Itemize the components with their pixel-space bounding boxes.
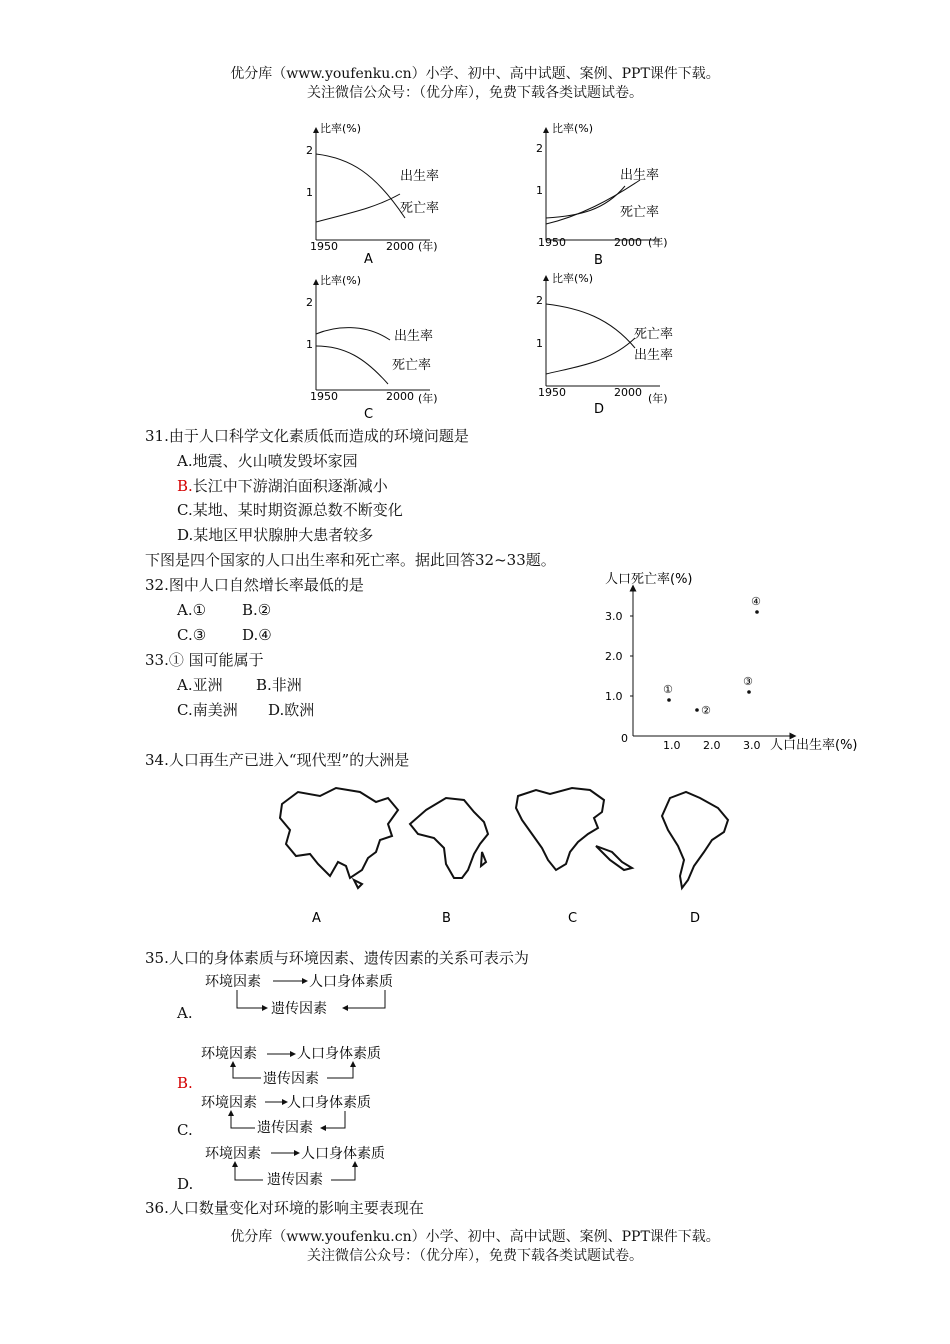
chart-c-x-unit: (年) (418, 392, 438, 405)
chart-d-x-start: 1950 (538, 386, 566, 399)
chart-c-tick-2: 2 (306, 296, 313, 309)
continent-d-outline (662, 792, 728, 888)
q35-a-env: 环境因素 (205, 974, 261, 990)
scatter-point-label-4: ④ (751, 595, 761, 608)
continent-b-outline (410, 798, 488, 878)
q35-option-a-letter: A. (177, 1004, 193, 1022)
q33-stem: 33.① 国可能属于 (145, 651, 264, 669)
q35-a-body: 人口身体素质 (309, 974, 393, 990)
scatter-point-label-2: ② (701, 704, 711, 717)
chart-a-death-label: 死亡率 (400, 201, 440, 216)
chart-a-x-unit: (年) (418, 240, 438, 253)
chart-b-x-start: 1950 (538, 236, 566, 249)
q35-c-env: 环境因素 (201, 1095, 257, 1111)
chart-c-x-start: 1950 (310, 390, 338, 403)
q35-diagram-a (205, 973, 393, 1017)
footer-line-2: 关注微信公众号：（优分库），免费下载各类试题试卷。 (307, 1248, 643, 1264)
continents-figure (250, 780, 750, 930)
q36-stem: 36.人口数量变化对环境的影响主要表现在 (145, 1199, 424, 1217)
chart-a-x-end: 2000 (386, 240, 414, 253)
chart-b-birth-label: 出生率 (620, 168, 660, 183)
q31-option-a: A.地震、火山喷发毁坏家园 (177, 452, 358, 470)
chart-a-death-line (316, 194, 400, 222)
chart-a-tick-1: 1 (306, 186, 313, 199)
chart-d-death-line (546, 304, 635, 348)
chart-a-tick-2: 2 (306, 144, 313, 157)
q35-stem: 35.人口的身体素质与环境因素、遗传因素的关系可表示为 (145, 949, 529, 967)
q35-d-body: 人口身体素质 (301, 1146, 385, 1162)
chart-c-x-end: 2000 (386, 390, 414, 403)
q35-d-gen: 遗传因素 (267, 1172, 323, 1188)
chart-d-birth-line (546, 338, 635, 374)
chart-d-x-end: 2000 (614, 386, 642, 399)
q32-option-b: B.② (242, 601, 272, 619)
footer-line-1: 优分库（www.youfenku.cn）小学、初中、高中试题、案例、PPT课件下载。 (230, 1229, 720, 1245)
chart-c-ylabel: 比率(%) (320, 274, 362, 287)
chart-a (306, 121, 439, 267)
q33-option-b: B.非洲 (256, 676, 302, 694)
scatter-y-tick-2: 2.0 (605, 650, 623, 663)
chart-b-tick-2: 2 (536, 142, 543, 155)
header-line-2: 关注微信公众号：（优分库），免费下载各类试题试卷。 (307, 85, 643, 101)
continent-label-c: C (568, 911, 578, 926)
scatter-x-tick-2: 2.0 (703, 739, 721, 752)
chart-b-tick-1: 1 (536, 184, 543, 197)
chart-a-birth-label: 出生率 (400, 169, 440, 184)
scatter-origin: 0 (621, 732, 628, 745)
chart-b-ylabel: 比率(%) (552, 122, 594, 135)
scatter-y-tick-1: 1.0 (605, 690, 623, 703)
q35-b-gen: 遗传因素 (263, 1071, 319, 1087)
q33-option-a: A.亚洲 (177, 676, 223, 694)
q31-option-c: C.某地、某时期资源总数不断变化 (177, 501, 403, 519)
q34-stem: 34.人口再生产已进入“现代型”的大洲是 (145, 751, 410, 769)
chart-d-ylabel: 比率(%) (552, 272, 594, 285)
chart-d-tick-2: 2 (536, 294, 543, 307)
chart-d-death-label: 死亡率 (634, 327, 674, 342)
q35-c-body: 人口身体素质 (287, 1095, 371, 1111)
continent-a-outline (280, 788, 398, 888)
chart-b-x-unit: (年) (648, 236, 668, 249)
q35-c-gen: 遗传因素 (257, 1120, 313, 1136)
q31-stem: 31.由于人口科学文化素质低而造成的环境问题是 (145, 427, 469, 445)
header-line-1: 优分库（www.youfenku.cn）小学、初中、高中试题、案例、PPT课件下载。 (230, 66, 720, 82)
scatter-point-1 (667, 698, 671, 702)
chart-a-caption: A (364, 252, 373, 267)
q32-stem: 32.图中人口自然增长率最低的是 (145, 576, 364, 594)
scatter-x-tick-3: 3.0 (743, 739, 761, 752)
chart-c (306, 273, 438, 422)
scatter-y-tick-3: 3.0 (605, 610, 623, 623)
scatter-point-label-3: ③ (743, 675, 753, 688)
q35-d-env: 环境因素 (205, 1146, 261, 1162)
q35-b-body: 人口身体素质 (297, 1046, 381, 1062)
continent-label-a: A (312, 911, 321, 926)
q31-option-b-text: 长江中下游湖泊面积逐渐减小 (192, 477, 388, 495)
q32-option-c: C.③ (177, 626, 207, 644)
q35-option-c-letter: C. (177, 1121, 193, 1139)
q35-b-env: 环境因素 (201, 1046, 257, 1062)
chart-c-death-line (316, 346, 388, 384)
chart-a-x-start: 1950 (310, 240, 338, 253)
scatter-point-2 (695, 708, 699, 712)
q32-option-a: A.① (177, 601, 207, 619)
chart-d-caption: D (594, 402, 605, 417)
chart-a-birth-line (316, 154, 405, 218)
chart-d (536, 271, 673, 417)
chart-b (536, 121, 668, 268)
chart-b-x-end: 2000 (614, 236, 642, 249)
scatter-xlabel: 人口出生率(%) (770, 738, 858, 753)
continent-label-b: B (442, 911, 451, 926)
chart-d-x-unit: (年) (648, 392, 668, 405)
scatter-point-4 (755, 610, 759, 614)
chart-a-ylabel: 比率(%) (320, 122, 362, 135)
continent-label-d: D (690, 911, 701, 926)
q35-a-gen: 遗传因素 (271, 1001, 327, 1017)
q35-option-d-letter: D. (177, 1175, 194, 1193)
chart-b-birth-line (546, 186, 625, 218)
q31-option-b-letter: B. (177, 477, 193, 495)
q31-option-d: D.某地区甲状腺肿大患者较多 (177, 526, 374, 544)
chart-d-birth-label: 出生率 (634, 348, 674, 363)
scatter-point-3 (747, 690, 751, 694)
chart-c-birth-label: 出生率 (394, 329, 434, 344)
scatter-chart (595, 568, 865, 758)
scatter-x-tick-1: 1.0 (663, 739, 681, 752)
intro-32-33: 下图是四个国家的人口出生率和死亡率。据此回答32~33题。 (145, 551, 556, 569)
scatter-ylabel: 人口死亡率(%) (605, 572, 693, 587)
q35-diagram-c (201, 1094, 371, 1136)
chart-c-tick-1: 1 (306, 338, 313, 351)
chart-d-tick-1: 1 (536, 337, 543, 350)
chart-c-birth-line (316, 328, 390, 340)
q35-option-b-letter: B. (177, 1074, 193, 1092)
q35-diagram-b (201, 1045, 381, 1087)
q32-option-d: D.④ (242, 626, 272, 644)
q35-diagrams (195, 968, 435, 1196)
chart-b-death-label: 死亡率 (620, 205, 660, 220)
q33-option-d: D.欧洲 (268, 701, 315, 719)
rate-charts-figure (280, 118, 720, 428)
q31-option-b (177, 476, 388, 496)
q33-option-c: C.南美洲 (177, 701, 238, 719)
chart-c-death-label: 死亡率 (392, 358, 432, 373)
q35-diagram-d (205, 1145, 385, 1188)
chart-c-caption: C (364, 407, 374, 422)
continent-c-outline (516, 788, 632, 870)
scatter-point-label-1: ① (663, 683, 673, 696)
chart-b-caption: B (594, 253, 603, 268)
